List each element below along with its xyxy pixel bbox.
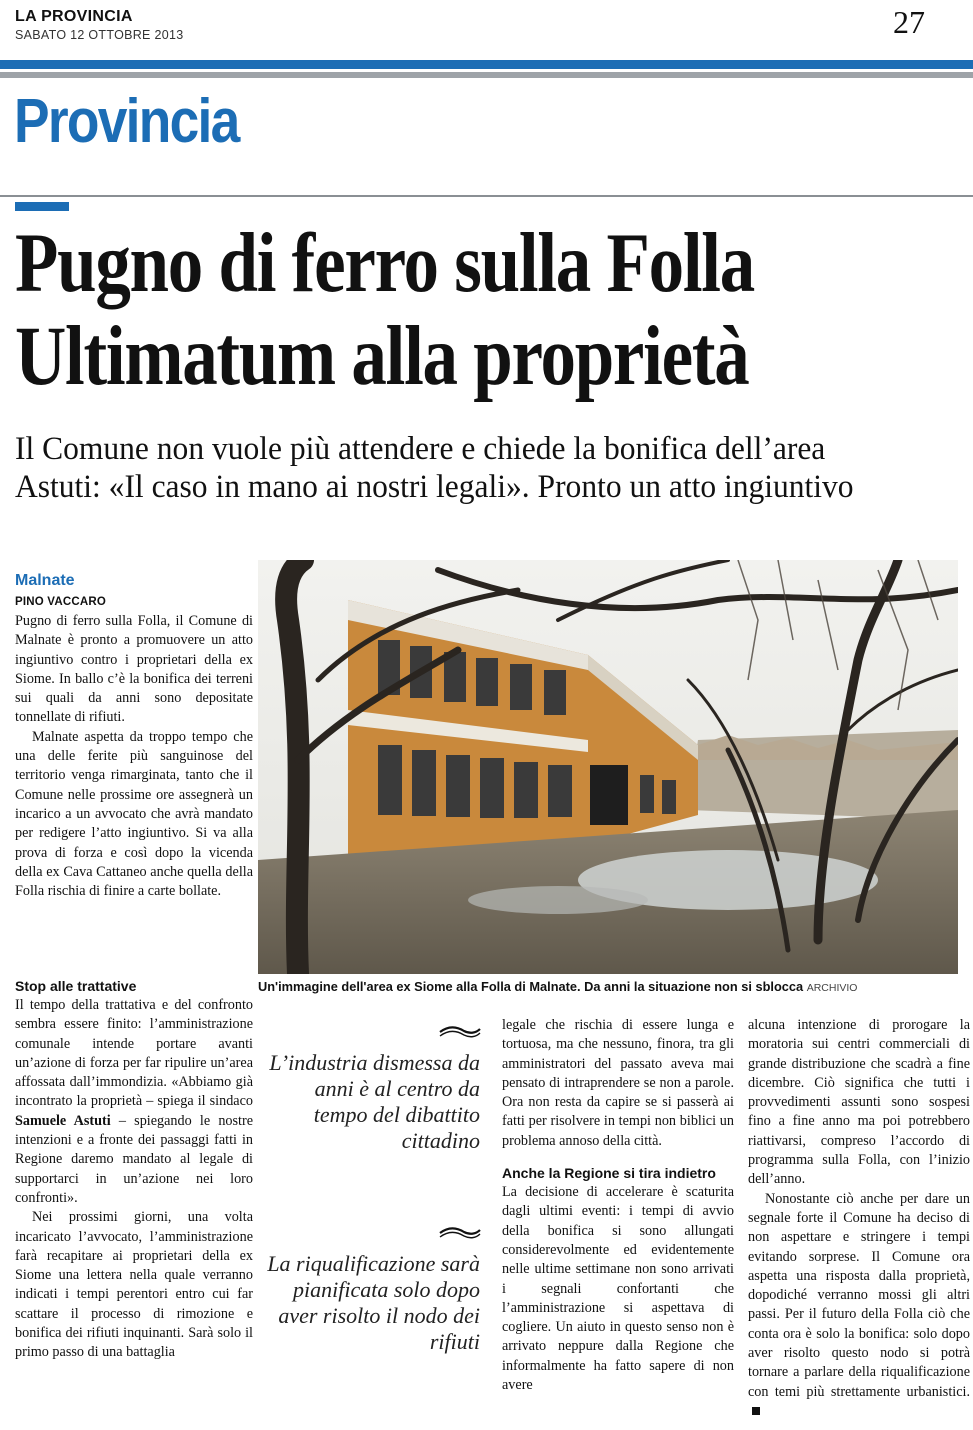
- paragraph-text: Nonostante ciò anche per dare un segnale forte il Comune ha deciso di non aspettare e stringere i tempi evitando sorprese. Il Comune ora aspetta una risposta dalla proprietà, dopodiché verranno mossi gli altri passi. Per il futuro della Folla ciò che conta ora è solo la bonifica: solo dopo aver risolto questo nodo si potrà tornare a parlare della riqualificazione con temi più strettamente urbanistici.: [748, 1190, 970, 1400]
- article-column-1-top: [15, 612, 253, 901]
- headline-accent-bar: [15, 202, 69, 211]
- article-kicker: Malnate: [15, 572, 75, 589]
- article-column-4: [748, 1016, 970, 1421]
- subheadline-line-1: Il Comune non vuole più attendere e chiede la bonifica dell’area: [15, 431, 826, 467]
- photo-ex-siome-area: [258, 560, 958, 974]
- subheadline-line-2: Astuti: «Il caso in mano ai nostri legali». Pronto un atto ingiuntivo: [15, 469, 854, 505]
- masthead-title: LA PROVINCIA: [15, 8, 133, 25]
- subheading: Stop alle trattative: [15, 978, 137, 994]
- paragraph: Pugno di ferro sulla Folla, il Comune di Malnate è pronto a promuovere un atto ingiuntivo contro i proprietari della ex Siome. In ballo c’è la bonifica dei terreni sui quali da anni sono depositate tonnellate di rifiuti.: [15, 613, 253, 726]
- headline-line-2: Ultimatum alla proprietà: [15, 309, 749, 403]
- paragraph: La decisione di accelerare è scaturita dagli ultimi eventi: i tempi di avvio della bonifica si sono allungati considerevolmente ed evidentemente nelle ultime settimane non sono arrivati i segnali confortanti che l’amministrazione si aspettava di cogliere. Un aiuto in questo senso non è arrivato neppure dalla Regione che informalmente ha fatto sapere di non avere: [502, 1184, 734, 1394]
- paragraph: [748, 1190, 970, 1422]
- paragraph: legale che rischia di essere lunga e tortuosa, ma che nessuno, finora, tra gli amministratori del passato aveva mai pensato di intraprendere se non a parole. Ora non resta da capire se si passerà ai fatti per risolvere in tempi non biblici un problema annoso della città.: [502, 1017, 734, 1149]
- subheading: Anche la Regione si tira indietro: [502, 1165, 716, 1182]
- paragraph: [15, 996, 253, 1208]
- section-title: Provincia: [14, 87, 239, 156]
- paragraph: Nei prossimi giorni, una volta incaricato l’avvocato, l’amministrazione farà recapitare ai proprietari della ex Siome una lettera nella quale verranno indicati i tempi perentori entro cui far scattare il processo di rimozione e bonifica dei rifiuti inquinanti. Sarà solo il primo passo di una battaglia: [15, 1209, 253, 1361]
- article-column-3: [502, 1016, 734, 1395]
- photo-caption: [258, 979, 857, 994]
- photo-credit: ARCHIVIO: [806, 982, 858, 994]
- top-gray-rule: [0, 72, 973, 78]
- paragraph: alcuna intenzione di prorogare la moratoria sui centri commerciali di grande distribuzione che scadrà a fine dicembre. Ciò significa che tutti i provvedimenti assunti sono sospesi fino a fine anno ma poi potrebbero riattivarsi, compreso l’accordo di programma sulla Folla, con l’inizio dell’anno.: [748, 1017, 970, 1188]
- paragraph: Malnate aspetta da troppo tempo che una delle ferite più sanguinose del territorio venga rimarginata, tanto che il Comune nelle prossime ore assegnerà un incarico a un avvocato che avrà mandato per redigere l’atto ingiuntivo. Si va alla prova di forza e così dopo la vicenda della ex Cava Cattaneo anche quella della Folla rischia di finire a carte bollate.: [15, 728, 253, 900]
- pull-quote: La riqualificazione sarà pianificata solo dopo aver risolto il nodo dei rifiuti: [267, 1251, 480, 1354]
- headline-line-1: Pugno di ferro sulla Folla: [15, 216, 755, 310]
- page-number: 27: [893, 4, 925, 40]
- article-column-1-bottom: [15, 977, 253, 1363]
- quote-ornament-icon: [438, 1226, 482, 1240]
- top-blue-rule: [0, 60, 973, 69]
- author-byline: PINO VACCARO: [15, 596, 106, 608]
- quote-ornament-icon: [438, 1025, 482, 1039]
- paragraph-text: – spiegando le nostre intenzioni e a fronte dei passaggi fatti in Regione daremo mandato al legale di supportarci in un’azione nei loro confronti».: [15, 1112, 253, 1206]
- pull-quote: L’industria dismessa da anni è al centro da tempo del dibattito cittadino: [269, 1050, 480, 1153]
- caption-text: Un'immagine dell'area ex Siome alla Folla di Malnate. Da anni la situazione non si sblocca: [258, 979, 804, 994]
- section-divider: [0, 195, 973, 197]
- mayor-name: Samuele Astuti: [15, 1112, 111, 1129]
- publication-date: SABATO 12 OTTOBRE 2013: [15, 28, 184, 42]
- paragraph-text: Il tempo della trattativa e del confronto sembra essere finito: l’amministrazione comunale intende portare avanti un’azione di forza per far ripulire un’area affossata dall’immondizia. «Abbiamo già incontrato la proprietà – spiega il sindaco: [15, 997, 253, 1110]
- end-of-article-icon: [752, 1407, 760, 1415]
